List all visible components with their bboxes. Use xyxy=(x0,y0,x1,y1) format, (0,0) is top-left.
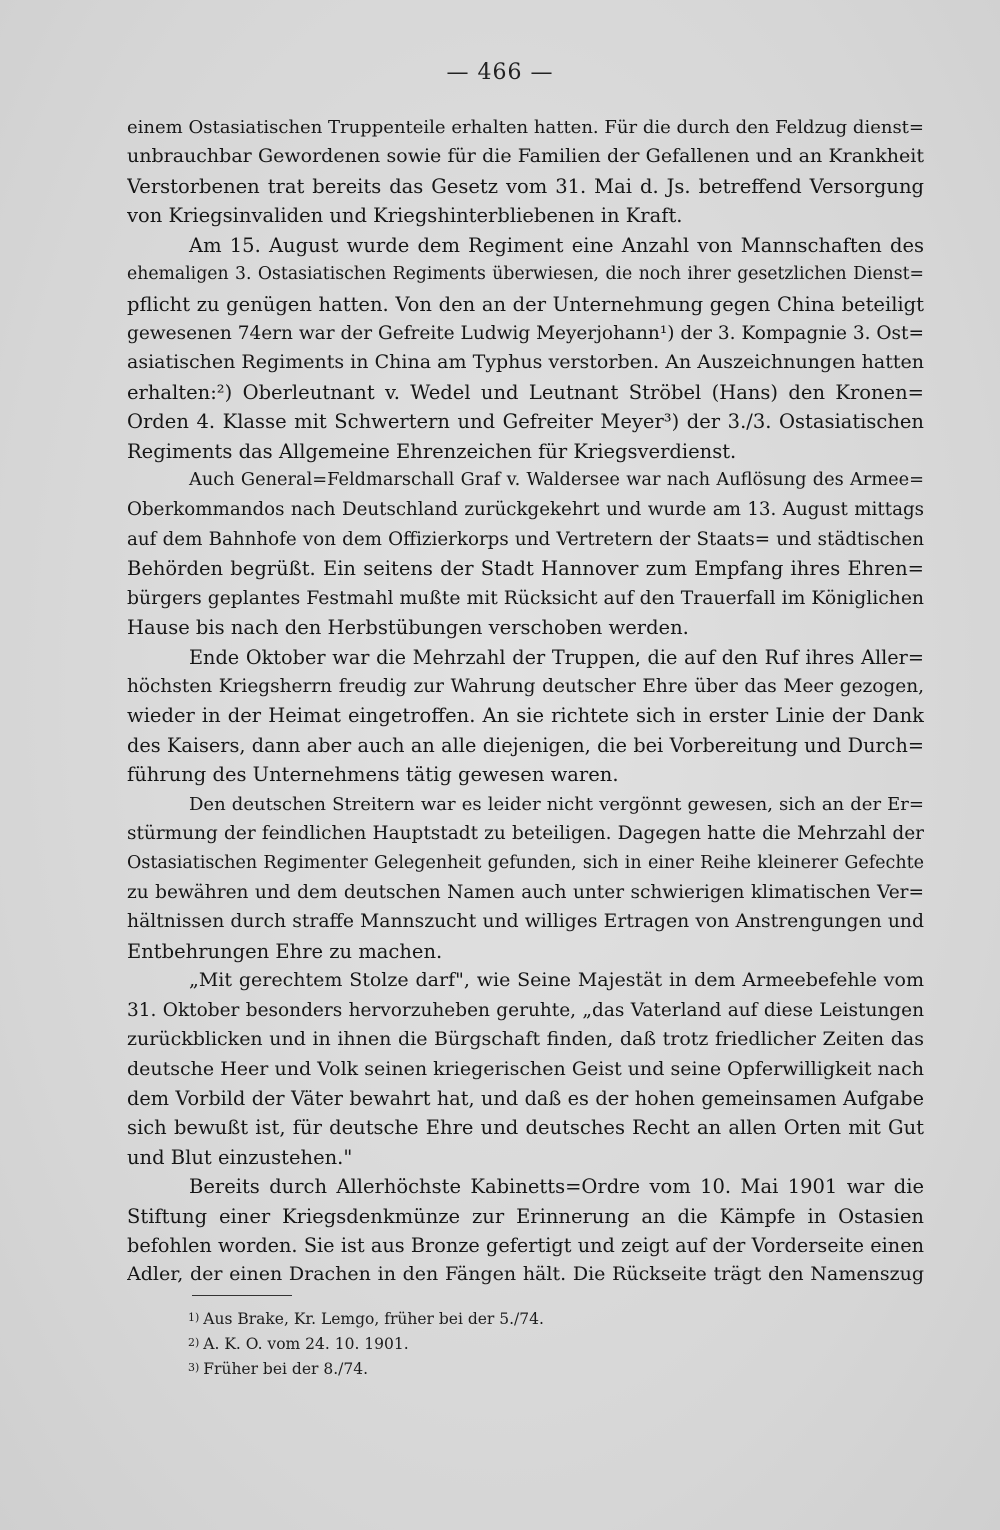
text-line: erhalten:²) Oberleutnant v. Wedel und Leutnant Ströbel (Hans) den Kronen= xyxy=(127,380,924,404)
text-line: deutsche Heer und Volk seinen kriegerischen Geist und seine Opferwilligkeit nach xyxy=(127,1057,924,1080)
text-line: von Kriegsinvaliden und Kriegshinterbliebenen in Kraft. xyxy=(127,204,683,228)
text-line: pflicht zu genügen hatten. Von den an der Unternehmung gegen China beteiligt xyxy=(127,292,924,316)
text-line: wieder in der Heimat eingetroffen. An sie richtete sich in erster Linie der Dank xyxy=(127,704,924,728)
footnote-divider xyxy=(192,1295,292,1296)
footnote xyxy=(188,1305,908,1330)
text-line: Oberkommandos nach Deutschland zurückgekehrt und wurde am 13. August mittags xyxy=(127,499,924,521)
footnote-mark: 3) xyxy=(188,1361,200,1374)
text-line: Den deutschen Streitern war es leider nicht vergönnt gewesen, sich an der Er= xyxy=(189,793,924,815)
text-line: „Mit gerechtem Stolze darf", wie Seine Majestät in dem Armeebefehle vom xyxy=(189,969,924,992)
text-line: Entbehrungen Ehre zu machen. xyxy=(127,939,443,963)
text-line: unbrauchbar Gewordenen sowie für die Familien der Gefallenen und an Krankheit xyxy=(127,145,924,168)
text-line: Regiments das Allgemeine Ehrenzeichen für Kriegsverdienst. xyxy=(127,439,737,463)
text-line: bürgers geplantes Festmahl mußte mit Rücksicht auf den Trauerfall im Königlichen xyxy=(127,587,924,609)
text-line: Stiftung einer Kriegsdenkmünze zur Erinnerung an die Kämpfe in Ostasien xyxy=(127,1204,924,1228)
text-line: dem Vorbild der Väter bewahrt hat, und daß es der hohen gemeinsamen Aufgabe xyxy=(127,1086,924,1110)
footnote xyxy=(188,1355,908,1380)
footnote xyxy=(188,1330,908,1355)
text-line: Auch General=Feldmarschall Graf v. Waldersee war nach Auflösung des Armee= xyxy=(189,470,924,491)
text-line: führung des Unternehmens tätig gewesen waren. xyxy=(127,763,619,787)
text-line: einem Ostasiatischen Truppenteile erhalten hatten. Für die durch den Feldzug dienst= xyxy=(127,117,924,138)
text-line: hältnissen durch straffe Mannszucht und williges Ertragen von Anstrengungen und xyxy=(127,911,924,933)
text-line: Am 15. August wurde dem Regiment eine Anzahl von Mannschaften des xyxy=(189,233,924,257)
text-line: Behörden begrüßt. Ein seitens der Stadt Hannover zum Empfang ihres Ehren= xyxy=(127,557,924,581)
text-line: asiatischen Regiments in China am Typhus verstorben. An Auszeichnungen hatten xyxy=(127,351,924,374)
text-line: zurückblicken und in ihnen die Bürgschaft finden, daß trotz friedlicher Zeiten das xyxy=(127,1028,924,1051)
footnotes xyxy=(188,1305,908,1380)
text-line: des Kaisers, dann aber auch an alle diejenigen, die bei Vorbereitung und Durch= xyxy=(127,733,924,757)
text-line: zu bewähren und dem deutschen Namen auch unter schwierigen klimatischen Ver= xyxy=(127,881,924,903)
text-line: Verstorbenen trat bereits das Gesetz vom 31. Mai d. Js. betreffend Versorgung xyxy=(127,174,924,198)
text-line: Adler, der einen Drachen in den Fängen hält. Die Rückseite trägt den Namenszug xyxy=(127,1263,924,1286)
footnote-mark: 1) xyxy=(188,1311,200,1324)
footnote-text: Früher bei der 8./74. xyxy=(203,1360,369,1378)
text-line: Ende Oktober war die Mehrzahl der Truppen, die auf den Ruf ihres Aller= xyxy=(189,645,924,669)
text-line: Hause bis nach den Herbstübungen verschoben werden. xyxy=(127,616,689,640)
text-line: gewesenen 74ern war der Gefreite Ludwig Meyerjohann¹) der 3. Kompagnie 3. Ost= xyxy=(127,322,924,344)
body-text xyxy=(127,113,924,1290)
footnote-text: A. K. O. vom 24. 10. 1901. xyxy=(203,1335,409,1353)
text-line: ehemaligen 3. Ostasiatischen Regiments überwiesen, die noch ihrer gesetzlichen Dienst= xyxy=(127,264,924,285)
text-line: höchsten Kriegsherrn freudig zur Wahrung deutscher Ehre über das Meer gezogen, xyxy=(127,676,924,698)
page-number: — 466 — xyxy=(446,60,554,85)
text-line: Bereits durch Allerhöchste Kabinetts=Ordre vom 10. Mai 1901 war die xyxy=(189,1175,924,1199)
text-line: und Blut einzustehen." xyxy=(127,1145,353,1169)
text-line: befohlen worden. Sie ist aus Bronze gefertigt und zeigt auf der Vorderseite einen xyxy=(127,1234,924,1258)
text-line: sich bewußt ist, für deutsche Ehre und deutsches Recht an allen Orten mit Gut xyxy=(127,1116,924,1140)
text-line: stürmung der feindlichen Hauptstadt zu beteiligen. Dagegen hatte die Mehrzahl der xyxy=(127,823,924,845)
text-line: 31. Oktober besonders hervorzuheben geruhte, „das Vaterland auf diese Leistungen xyxy=(127,999,924,1021)
text-line: Ostasiatischen Regimenter Gelegenheit gefunden, sich in einer Reihe kleinerer Gefechte xyxy=(127,852,924,873)
text-line: auf dem Bahnhofe von dem Offizierkorps und Vertretern der Staats= und städtischen xyxy=(127,528,924,550)
footnote-mark: 2) xyxy=(188,1336,200,1349)
footnote-text: Aus Brake, Kr. Lemgo, früher bei der 5./74. xyxy=(203,1310,544,1328)
text-line: Orden 4. Klasse mit Schwertern und Gefreiter Meyer³) der 3./3. Ostasiatischen xyxy=(127,410,924,434)
